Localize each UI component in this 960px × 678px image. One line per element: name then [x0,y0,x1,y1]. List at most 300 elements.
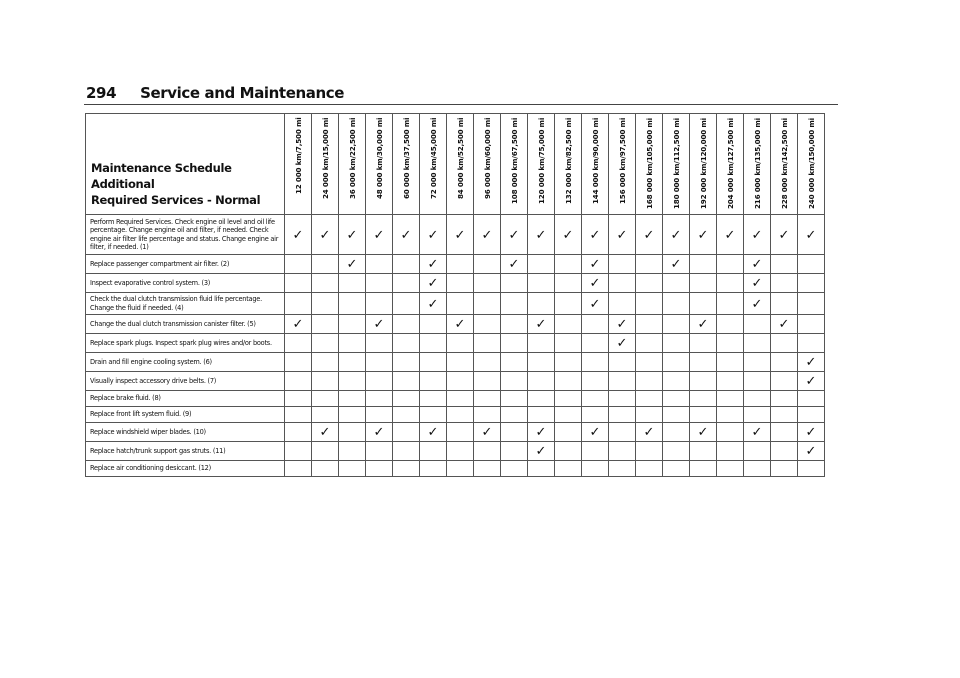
checkmark-icon: ✓ [562,227,574,243]
checkmark-icon: ✓ [427,257,439,272]
interval-label: 204 000 km/127,500 mi [725,118,735,209]
interval-cell [717,274,744,293]
header-rule [84,104,838,105]
checkmark-icon: ✓ [589,257,601,272]
interval-cell [771,391,798,407]
interval-cell [744,315,771,334]
interval-cell [771,215,798,255]
interval-cell [285,461,312,477]
interval-header [609,114,636,215]
interval-cell [690,391,717,407]
interval-cell [474,293,501,315]
interval-cell [555,461,582,477]
service-description: Replace brake fluid. (8) [86,391,285,407]
interval-cell [636,391,663,407]
interval-cell [528,461,555,477]
interval-cell [798,442,825,461]
interval-cell [339,372,366,391]
interval-cell [582,274,609,293]
interval-label: 216 000 km/135,000 mi [752,118,762,209]
interval-cell [771,334,798,353]
interval-cell [690,293,717,315]
interval-cell [393,315,420,334]
checkmark-icon: ✓ [805,227,817,243]
interval-cell [690,315,717,334]
table-row [86,391,825,407]
interval-header [528,114,555,215]
interval-cell [555,274,582,293]
table-row [86,255,825,274]
interval-cell [609,461,636,477]
service-description: Perform Required Services. Check engine oil level and oil life percentage. Change engine oil and filter, if needed. Check engine air filter life percentage and status. Change engine air filter, if needed. (1) [86,215,285,255]
interval-cell [285,215,312,255]
page-header [86,84,836,102]
interval-cell [501,293,528,315]
checkmark-icon: ✓ [427,227,439,243]
interval-cell [717,372,744,391]
interval-cell [690,353,717,372]
interval-cell [501,215,528,255]
interval-cell [339,315,366,334]
interval-cell [690,442,717,461]
interval-cell [582,334,609,353]
interval-cell [312,461,339,477]
interval-cell [771,353,798,372]
interval-cell [447,315,474,334]
interval-cell [501,255,528,274]
interval-cell [609,442,636,461]
interval-cell [690,407,717,423]
interval-label: 24 000 km/15,000 mi [320,118,330,200]
checkmark-icon: ✓ [292,227,304,243]
interval-cell [744,215,771,255]
interval-cell [636,461,663,477]
interval-cell [366,442,393,461]
interval-cell [285,255,312,274]
table-row [86,215,825,255]
checkmark-icon: ✓ [643,425,655,440]
table-body [86,215,825,477]
interval-cell [636,215,663,255]
interval-cell [420,461,447,477]
interval-cell [663,353,690,372]
checkmark-icon: ✓ [400,227,412,243]
interval-cell [771,442,798,461]
interval-cell [609,423,636,442]
interval-cell [285,372,312,391]
interval-cell [582,442,609,461]
checkmark-icon: ✓ [616,317,628,332]
interval-cell [528,274,555,293]
interval-label: 12 000 km/7,500 mi [293,118,303,195]
interval-cell [798,423,825,442]
checkmark-icon: ✓ [373,227,385,243]
table-row [86,407,825,423]
interval-header [582,114,609,215]
interval-cell [339,461,366,477]
interval-cell [582,391,609,407]
interval-cell [285,293,312,315]
interval-cell [555,391,582,407]
interval-cell [393,423,420,442]
interval-cell [339,391,366,407]
interval-cell [312,334,339,353]
interval-cell [312,391,339,407]
interval-cell [312,215,339,255]
table-title [86,114,285,215]
interval-header [636,114,663,215]
interval-header [555,114,582,215]
table-header-row [86,114,825,215]
interval-cell [393,353,420,372]
interval-cell [528,391,555,407]
checkmark-icon: ✓ [319,227,331,243]
interval-cell [393,407,420,423]
checkmark-icon: ✓ [589,296,601,312]
interval-cell [366,353,393,372]
service-description: Inspect evaporative control system. (3) [86,274,285,293]
interval-cell [366,274,393,293]
interval-cell [312,442,339,461]
service-description: Replace air conditioning desiccant. (12) [86,461,285,477]
checkmark-icon: ✓ [373,425,385,440]
interval-cell [528,215,555,255]
checkmark-icon: ✓ [454,317,466,332]
interval-label: 168 000 km/105,000 mi [644,118,654,209]
interval-cell [366,423,393,442]
table-row [86,461,825,477]
checkmark-icon: ✓ [535,444,547,459]
interval-cell [717,407,744,423]
interval-cell [447,423,474,442]
interval-cell [420,353,447,372]
checkmark-icon: ✓ [346,227,358,243]
interval-cell [501,315,528,334]
interval-cell [501,461,528,477]
interval-cell [528,423,555,442]
interval-cell [663,391,690,407]
table-title-line2: Required Services - Normal [91,193,261,207]
table-title-line1: Maintenance Schedule Additional [91,161,232,191]
interval-header [717,114,744,215]
interval-cell [582,423,609,442]
service-description: Replace windshield wiper blades. (10) [86,423,285,442]
interval-cell [420,315,447,334]
interval-cell [636,423,663,442]
interval-cell [636,353,663,372]
table-row [86,442,825,461]
interval-cell [447,407,474,423]
interval-cell [366,391,393,407]
interval-cell [636,334,663,353]
interval-cell [771,255,798,274]
interval-cell [582,461,609,477]
interval-label: 180 000 km/112,500 mi [671,118,681,209]
interval-cell [339,407,366,423]
interval-cell [690,461,717,477]
interval-cell [690,274,717,293]
interval-cell [744,407,771,423]
checkmark-icon: ✓ [616,227,628,243]
interval-cell [312,315,339,334]
interval-label: 84 000 km/52,500 mi [455,118,465,200]
maintenance-schedule-table [85,113,825,477]
interval-cell [312,293,339,315]
interval-cell [771,293,798,315]
interval-cell [474,442,501,461]
interval-cell [501,372,528,391]
interval-cell [339,293,366,315]
interval-cell [717,334,744,353]
interval-cell [798,461,825,477]
interval-cell [312,353,339,372]
interval-cell [717,353,744,372]
checkmark-icon: ✓ [589,276,601,291]
checkmark-icon: ✓ [697,227,709,243]
interval-cell [663,423,690,442]
checkmark-icon: ✓ [805,374,817,389]
interval-cell [798,407,825,423]
interval-cell [636,293,663,315]
interval-cell [474,353,501,372]
interval-cell [744,274,771,293]
interval-cell [609,334,636,353]
interval-cell [609,274,636,293]
interval-cell [393,274,420,293]
interval-cell [744,442,771,461]
interval-cell [717,293,744,315]
interval-label: 120 000 km/75,000 mi [536,118,546,205]
checkmark-icon: ✓ [670,257,682,272]
interval-cell [285,442,312,461]
interval-cell [501,274,528,293]
interval-cell [663,334,690,353]
section-title: Service and Maintenance [140,84,345,102]
checkmark-icon: ✓ [589,425,601,440]
interval-cell [285,274,312,293]
interval-cell [771,274,798,293]
interval-cell [312,372,339,391]
interval-label: 60 000 km/37,500 mi [401,118,411,200]
interval-cell [339,215,366,255]
service-description: Change the dual clutch transmission canister filter. (5) [86,315,285,334]
interval-cell [690,334,717,353]
checkmark-icon: ✓ [751,296,763,312]
checkmark-icon: ✓ [481,425,493,440]
checkmark-icon: ✓ [670,227,682,243]
checkmark-icon: ✓ [589,227,601,243]
interval-cell [771,315,798,334]
interval-cell [798,293,825,315]
interval-cell [663,407,690,423]
interval-cell [366,293,393,315]
table-row [86,274,825,293]
interval-cell [447,274,474,293]
interval-cell [366,215,393,255]
interval-cell [312,423,339,442]
interval-cell [744,372,771,391]
checkmark-icon: ✓ [373,317,385,332]
interval-cell [501,391,528,407]
interval-header [312,114,339,215]
interval-cell [717,442,744,461]
interval-cell [798,315,825,334]
service-description: Replace spark plugs. Inspect spark plug wires and/or boots. [86,334,285,353]
checkmark-icon: ✓ [724,227,736,243]
service-description: Drain and fill engine cooling system. (6) [86,353,285,372]
checkmark-icon: ✓ [805,444,817,459]
interval-cell [744,423,771,442]
interval-cell [474,407,501,423]
interval-label: 240 000 km/150,000 mi [806,118,816,209]
interval-cell [447,372,474,391]
interval-label: 228 000 km/142,500 mi [779,118,789,209]
interval-header [501,114,528,215]
interval-cell [717,255,744,274]
checkmark-icon: ✓ [751,276,763,291]
interval-cell [474,372,501,391]
interval-cell [555,215,582,255]
interval-cell [663,461,690,477]
service-description: Replace front lift system fluid. (9) [86,407,285,423]
checkmark-icon: ✓ [697,425,709,440]
interval-cell [501,353,528,372]
interval-cell [609,293,636,315]
interval-cell [528,353,555,372]
interval-cell [798,255,825,274]
interval-header [771,114,798,215]
interval-cell [447,255,474,274]
interval-cell [366,461,393,477]
interval-label: 156 000 km/97,500 mi [617,118,627,205]
interval-cell [528,442,555,461]
interval-cell [420,215,447,255]
interval-cell [474,274,501,293]
interval-cell [636,274,663,293]
interval-cell [474,215,501,255]
interval-header [420,114,447,215]
checkmark-icon: ✓ [778,317,790,332]
table-row [86,315,825,334]
interval-cell [690,255,717,274]
interval-cell [528,293,555,315]
interval-cell [798,215,825,255]
interval-cell [420,334,447,353]
interval-cell [744,334,771,353]
interval-cell [636,407,663,423]
checkmark-icon: ✓ [535,425,547,440]
interval-cell [339,423,366,442]
interval-cell [690,423,717,442]
checkmark-icon: ✓ [427,296,439,312]
interval-cell [636,315,663,334]
interval-cell [501,442,528,461]
interval-cell [555,315,582,334]
checkmark-icon: ✓ [751,227,763,243]
interval-cell [555,334,582,353]
interval-cell [582,293,609,315]
interval-cell [474,423,501,442]
checkmark-icon: ✓ [508,257,520,272]
interval-cell [609,353,636,372]
interval-cell [393,334,420,353]
interval-cell [555,255,582,274]
interval-cell [690,215,717,255]
interval-cell [798,334,825,353]
interval-cell [609,407,636,423]
checkmark-icon: ✓ [481,227,493,243]
checkmark-icon: ✓ [319,425,331,440]
interval-header [393,114,420,215]
interval-cell [663,372,690,391]
interval-cell [420,407,447,423]
interval-cell [663,442,690,461]
interval-cell [447,442,474,461]
interval-cell [555,442,582,461]
interval-cell [501,423,528,442]
interval-cell [285,407,312,423]
interval-cell [420,274,447,293]
interval-cell [447,353,474,372]
interval-label: 48 000 km/30,000 mi [374,118,384,200]
interval-cell [798,274,825,293]
interval-cell [474,461,501,477]
interval-cell [717,215,744,255]
interval-header [447,114,474,215]
interval-cell [582,407,609,423]
interval-cell [582,372,609,391]
interval-cell [366,334,393,353]
service-description: Visually inspect accessory drive belts. (7) [86,372,285,391]
interval-cell [609,391,636,407]
checkmark-icon: ✓ [535,317,547,332]
interval-cell [771,407,798,423]
interval-cell [366,372,393,391]
interval-cell [663,215,690,255]
table-row [86,334,825,353]
interval-cell [447,293,474,315]
interval-cell [312,255,339,274]
interval-cell [798,391,825,407]
interval-cell [663,293,690,315]
checkmark-icon: ✓ [643,227,655,243]
table-row [86,293,825,315]
interval-cell [366,255,393,274]
checkmark-icon: ✓ [292,317,304,332]
interval-cell [474,391,501,407]
interval-cell [717,315,744,334]
interval-cell [447,215,474,255]
interval-header [798,114,825,215]
interval-cell [339,274,366,293]
interval-cell [501,334,528,353]
interval-cell [393,461,420,477]
interval-cell [609,372,636,391]
interval-cell [582,353,609,372]
checkmark-icon: ✓ [427,276,439,291]
interval-cell [447,461,474,477]
interval-cell [744,391,771,407]
interval-cell [528,334,555,353]
interval-cell [528,255,555,274]
interval-header [744,114,771,215]
interval-header [366,114,393,215]
checkmark-icon: ✓ [454,227,466,243]
interval-cell [366,315,393,334]
interval-header [285,114,312,215]
interval-cell [393,255,420,274]
table-row [86,372,825,391]
